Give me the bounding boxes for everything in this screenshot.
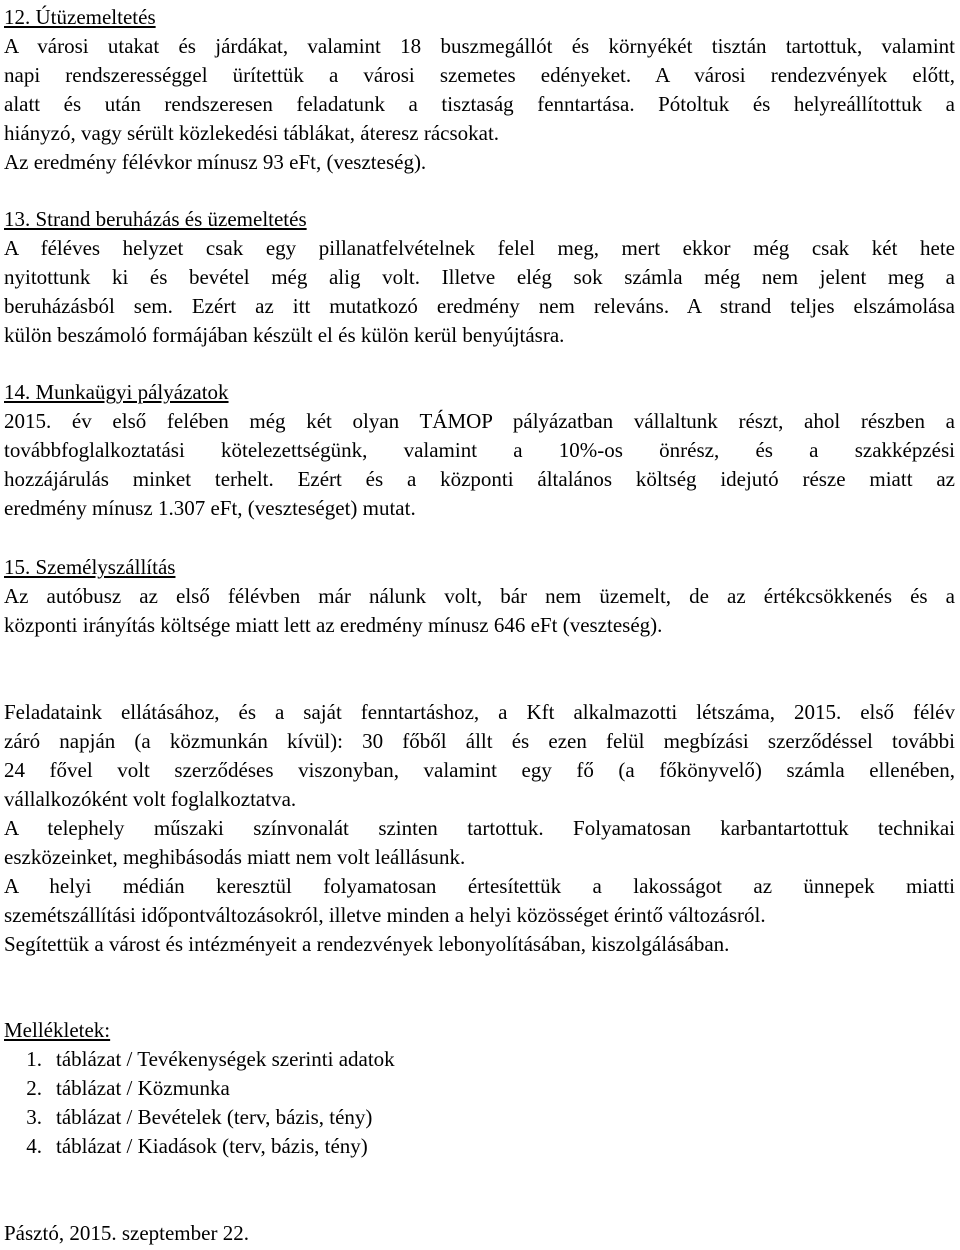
attachment-item bbox=[4, 1103, 395, 1132]
attachments-heading-block bbox=[4, 1016, 955, 1045]
place-date: Pásztó, 2015. szeptember 22. bbox=[4, 1221, 249, 1245]
section-13-line: beruházásból sem. Ezért az itt mutatkozó eredmény nem releváns. A strand teljes elszámolása bbox=[4, 294, 955, 318]
section-15-result: központi irányítás költsége miatt lett az eredmény mínusz 646 eFt (veszteség). bbox=[4, 613, 663, 637]
section-13 bbox=[4, 205, 955, 350]
summary-site-paragraph bbox=[4, 814, 955, 872]
section-14 bbox=[4, 378, 955, 523]
summary-line: A helyi médián keresztül folyamatosan értesítettük a lakosságot az ünnepek miatti bbox=[4, 874, 955, 898]
section-12-line: napi rendszerességgel ürítettük a városi szemetes edényeket. A városi rendezvények előtt, bbox=[4, 63, 955, 87]
summary-line: záró napján (a közmunkán kívül): 30 főből állt és ezen felül megbízási szerződéssel további bbox=[4, 729, 955, 753]
section-13-heading: 13. Strand beruházás és üzemeltetés bbox=[4, 207, 307, 231]
section-13-line: nyitottunk ki és bevétel még alig volt. Illetve elég sok számla még nem jelent meg a bbox=[4, 265, 955, 289]
attachment-number: 4. bbox=[26, 1134, 42, 1158]
attachment-item bbox=[4, 1132, 395, 1161]
section-14-result: eredmény mínusz 1.307 eFt, (veszteséget) mutat. bbox=[4, 496, 416, 520]
section-13-line: A féléves helyzet csak egy pillanatfelvételnek felel meg, mert ekkor még csak két hete bbox=[4, 236, 955, 260]
attachment-text: táblázat / Tevékenységek szerinti adatok bbox=[56, 1047, 395, 1071]
section-12-heading: 12. Útüzemeltetés bbox=[4, 5, 156, 29]
section-12 bbox=[4, 3, 955, 177]
attachment-item bbox=[4, 1074, 395, 1103]
summary-events-paragraph bbox=[4, 930, 955, 959]
section-14-line: 2015. év első felében még két olyan TÁMOP pályázatban vállaltunk részt, ahol részben a bbox=[4, 409, 955, 433]
section-15-heading: 15. Személyszállítás bbox=[4, 555, 176, 579]
attachment-number: 2. bbox=[26, 1076, 42, 1100]
section-14-heading: 14. Munkaügyi pályázatok bbox=[4, 380, 229, 404]
attachments-heading: Mellékletek: bbox=[4, 1018, 111, 1042]
summary-line: Feladataink ellátásához, és a saját fenntartáshoz, a Kft alkalmazotti létszáma, 2015. első félév bbox=[4, 700, 955, 724]
section-12-line: hiányzó, vagy sérült közlekedési táblákat, áteresz rácsokat. bbox=[4, 121, 500, 145]
section-13-line: külön beszámoló formájában készült el és külön kerül benyújtásra. bbox=[4, 323, 565, 347]
summary-line: 24 fővel volt szerződéses viszonyban, valamint egy fő (a főkönyvelő) számla ellenében, bbox=[4, 758, 955, 782]
attachment-text: táblázat / Kiadások (terv, bázis, tény) bbox=[56, 1134, 368, 1158]
summary-line: A telephely műszaki színvonalát szinten tartottuk. Folyamatosan karbantartottuk technikai bbox=[4, 816, 955, 840]
attachment-number: 1. bbox=[26, 1047, 42, 1071]
attachments-list bbox=[4, 1045, 395, 1161]
attachment-text: táblázat / Bevételek (terv, bázis, tény) bbox=[56, 1105, 373, 1129]
summary-line: eszközeinket, meghibásodás miatt nem volt leállásunk. bbox=[4, 845, 466, 869]
section-12-line: A városi utakat és járdákat, valamint 18 buszmegállót és környékét tisztán tartottuk, valamint bbox=[4, 34, 955, 58]
section-12-line: alatt és után rendszeresen feladatunk a tisztaság fenntartása. Pótoltuk és helyreállítottuk a bbox=[4, 92, 955, 116]
attachment-item bbox=[4, 1045, 395, 1074]
summary-staff-paragraph bbox=[4, 698, 955, 814]
summary-line: vállalkozóként volt foglalkoztatva. bbox=[4, 787, 297, 811]
section-14-line: hozzájárulás minket terhelt. Ezért és a központi általános költség idejutó része miatt az bbox=[4, 467, 955, 491]
section-12-result: Az eredmény félévkor mínusz 93 eFt, (veszteség). bbox=[4, 150, 427, 174]
summary-line: Segítettük a várost és intézményeit a rendezvények lebonyolításában, kiszolgálásában. bbox=[4, 932, 730, 956]
summary-line: szemétszállítási időpontváltozásokról, illetve minden a helyi közösséget érintő változásról. bbox=[4, 903, 766, 927]
summary-media-paragraph bbox=[4, 872, 955, 930]
footer bbox=[4, 1219, 955, 1248]
section-15-line: Az autóbusz az első félévben már nálunk volt, bár nem üzemelt, de az értékcsökkenés és a bbox=[4, 584, 955, 608]
attachment-number: 3. bbox=[26, 1105, 42, 1129]
attachment-text: táblázat / Közmunka bbox=[56, 1076, 230, 1100]
section-14-line: továbbfoglalkoztatási kötelezettségünk, valamint a 10%-os önrész, és a szakképzési bbox=[4, 438, 955, 462]
section-15 bbox=[4, 553, 955, 640]
